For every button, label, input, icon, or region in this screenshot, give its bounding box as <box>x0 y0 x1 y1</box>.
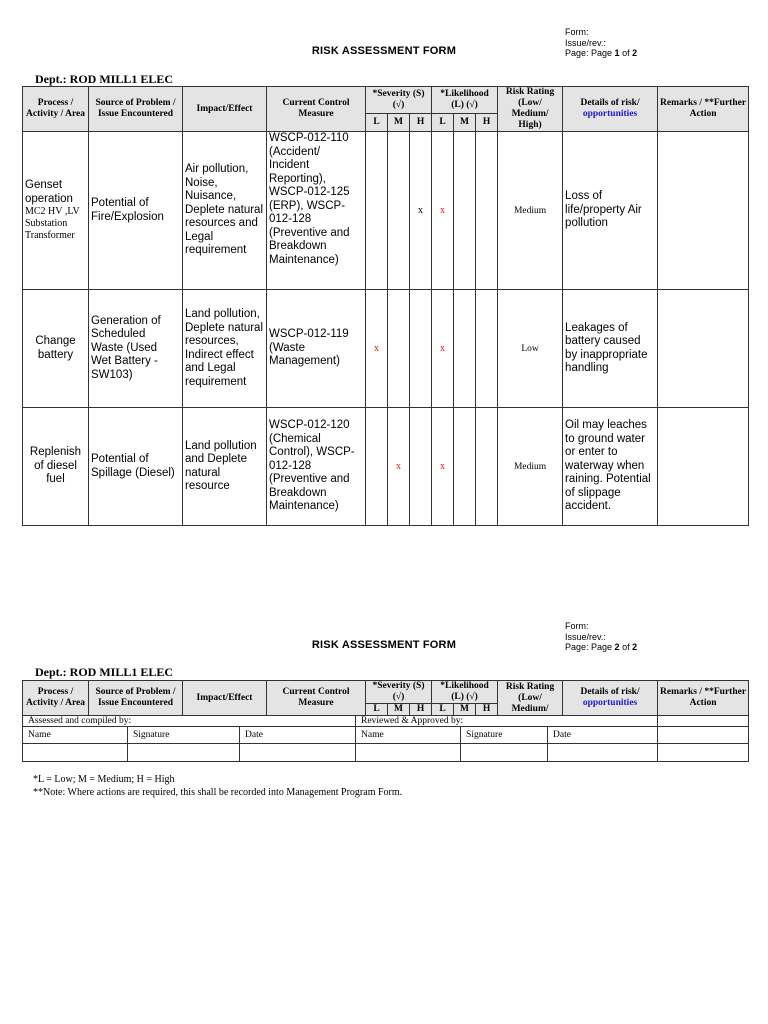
form-title: RISK ASSESSMENT FORM <box>311 639 457 651</box>
row-source: Potential of Spillage (Diesel) <box>89 408 183 526</box>
lik-m-mark <box>454 290 476 408</box>
col-severity: *Severity (S) (√) <box>366 681 432 704</box>
row-rating: Medium <box>498 132 563 290</box>
assessed-signature-field[interactable] <box>128 744 240 762</box>
assessed-by-label: Assessed and compiled by: <box>23 716 356 727</box>
table-row <box>23 290 749 408</box>
col-severity: *Severity (S) (√) <box>366 87 432 114</box>
col-lik-m: M <box>454 113 476 131</box>
col-lik-l: L <box>432 113 454 131</box>
col-lik-m: M <box>454 704 476 716</box>
col-likelihood: *Likelihood (L) (√) <box>432 681 498 704</box>
row-impact: Land pollution and Deplete natural resource <box>183 408 267 526</box>
col-likelihood: *Likelihood (L) (√) <box>432 87 498 114</box>
signoff-spare <box>658 716 749 727</box>
lik-m-mark <box>454 408 476 526</box>
col-sev-h: H <box>410 704 432 716</box>
col-lik-h: H <box>476 704 498 716</box>
col-control: Current Control Measure <box>267 681 366 716</box>
signoff-spare <box>658 727 749 744</box>
assessed-signature-label: Signature <box>128 727 240 744</box>
row-process: Replenish of diesel fuel <box>23 408 89 526</box>
risk-table <box>22 86 749 526</box>
row-impact: Land pollution, Deplete natural resources, Indirect effect and Legal requirement <box>183 290 267 408</box>
signoff-table <box>22 715 749 762</box>
col-rating: Risk Rating (Low/ Medium/ <box>498 681 563 716</box>
lik-l-mark: x <box>432 132 454 290</box>
row-source: Generation of Scheduled Waste (Used Wet Battery - SW103) <box>89 290 183 408</box>
reviewed-signature-label: Signature <box>461 727 548 744</box>
row-control: WSCP-012-110 (Accident/ Incident Reporting), WSCP-012-125 (ERP), WSCP-012-128 (Preventive and Breakdown Maintenance) <box>267 132 366 290</box>
page-indicator: Page: Page 1 of 2 <box>565 48 638 58</box>
col-process: Process / Activity / Area <box>23 681 89 716</box>
lik-m-mark <box>454 132 476 290</box>
row-control: WSCP-012-119 (Waste Management) <box>267 290 366 408</box>
assessed-date-field[interactable] <box>240 744 356 762</box>
row-details: Loss of life/property Air pollution <box>563 132 658 290</box>
legend-note: *L = Low; M = Medium; H = High <box>33 774 175 785</box>
assessed-name-field[interactable] <box>23 744 128 762</box>
reviewed-name-field[interactable] <box>356 744 461 762</box>
row-process: Change battery <box>23 290 89 408</box>
col-sev-m: M <box>388 113 410 131</box>
sev-l-mark <box>366 132 388 290</box>
col-process: Process / Activity / Area <box>23 87 89 132</box>
row-process: Genset operation MC2 HV ,LV Substation Transformer <box>23 132 89 290</box>
table-row <box>23 132 749 290</box>
col-impact: Impact/Effect <box>183 681 267 716</box>
lik-l-mark: x <box>432 408 454 526</box>
row-remarks <box>658 408 749 526</box>
sev-l-mark <box>366 408 388 526</box>
col-control: Current Control Measure <box>267 87 366 132</box>
lik-h-mark <box>476 408 498 526</box>
col-sev-l: L <box>366 704 388 716</box>
col-remarks: Remarks / **Further Action <box>658 681 749 716</box>
row-details: Leakages of battery caused by inappropriate handling <box>563 290 658 408</box>
col-rating: Risk Rating (Low/ Medium/ High) <box>498 87 563 132</box>
issue-label: Issue/rev.: <box>565 631 606 642</box>
reviewed-signature-field[interactable] <box>461 744 548 762</box>
footnotes <box>33 774 402 799</box>
col-sev-l: L <box>366 113 388 131</box>
assessed-date-label: Date <box>240 727 356 744</box>
reviewed-date-label: Date <box>548 727 658 744</box>
row-details: Oil may leaches to ground water or enter to waterway when raining. Potential of slippage accident. <box>563 408 658 526</box>
row-remarks <box>658 290 749 408</box>
form-label: Form: <box>565 27 589 37</box>
reviewed-by-label: Reviewed & Approved by: <box>356 716 658 727</box>
row-control: WSCP-012-120 (Chemical Control), WSCP-012-128 (Preventive and Breakdown Maintenance) <box>267 408 366 526</box>
col-sev-h: H <box>410 113 432 131</box>
issue-label: Issue/rev.: <box>565 37 606 48</box>
sev-m-mark <box>388 132 410 290</box>
sev-h-mark: x <box>410 132 432 290</box>
lik-h-mark <box>476 132 498 290</box>
sev-h-mark <box>410 408 432 526</box>
col-details: Details of risk/ opportunities <box>563 681 658 716</box>
reviewed-date-field[interactable] <box>548 744 658 762</box>
col-details: Details of risk/ opportunities <box>563 87 658 132</box>
sev-l-mark: x <box>366 290 388 408</box>
assessed-name-label: Name <box>23 727 128 744</box>
row-rating: Medium <box>498 408 563 526</box>
lik-h-mark <box>476 290 498 408</box>
row-impact: Air pollution, Noise, Nuisance, Deplete natural resources and Legal requirement <box>183 132 267 290</box>
sev-m-mark <box>388 290 410 408</box>
dept-label: Dept.: ROD MILL1 ELEC <box>35 72 174 86</box>
col-lik-l: L <box>432 704 454 716</box>
form-label: Form: <box>565 621 589 631</box>
form-title: RISK ASSESSMENT FORM <box>311 45 457 57</box>
row-remarks <box>658 132 749 290</box>
page-indicator: Page: Page 2 of 2 <box>565 642 638 652</box>
col-lik-h: H <box>476 113 498 131</box>
signoff-spare <box>658 744 749 762</box>
action-note: **Note: Where actions are required, this shall be recorded into Management Program Form. <box>33 786 403 798</box>
reviewed-name-label: Name <box>356 727 461 744</box>
sev-m-mark: x <box>388 408 410 526</box>
col-sev-m: M <box>388 704 410 716</box>
col-remarks: Remarks / **Further Action <box>658 87 749 132</box>
row-rating: Low <box>498 290 563 408</box>
col-source: Source of Problem / Issue Encountered <box>89 681 183 716</box>
col-source: Source of Problem / Issue Encountered <box>89 87 183 132</box>
lik-l-mark: x <box>432 290 454 408</box>
row-source: Potential of Fire/Explosion <box>89 132 183 290</box>
sev-h-mark <box>410 290 432 408</box>
table-row <box>23 408 749 526</box>
dept-label: Dept.: ROD MILL1 ELEC <box>35 665 174 679</box>
risk-table-header <box>22 680 749 716</box>
col-impact: Impact/Effect <box>183 87 267 132</box>
